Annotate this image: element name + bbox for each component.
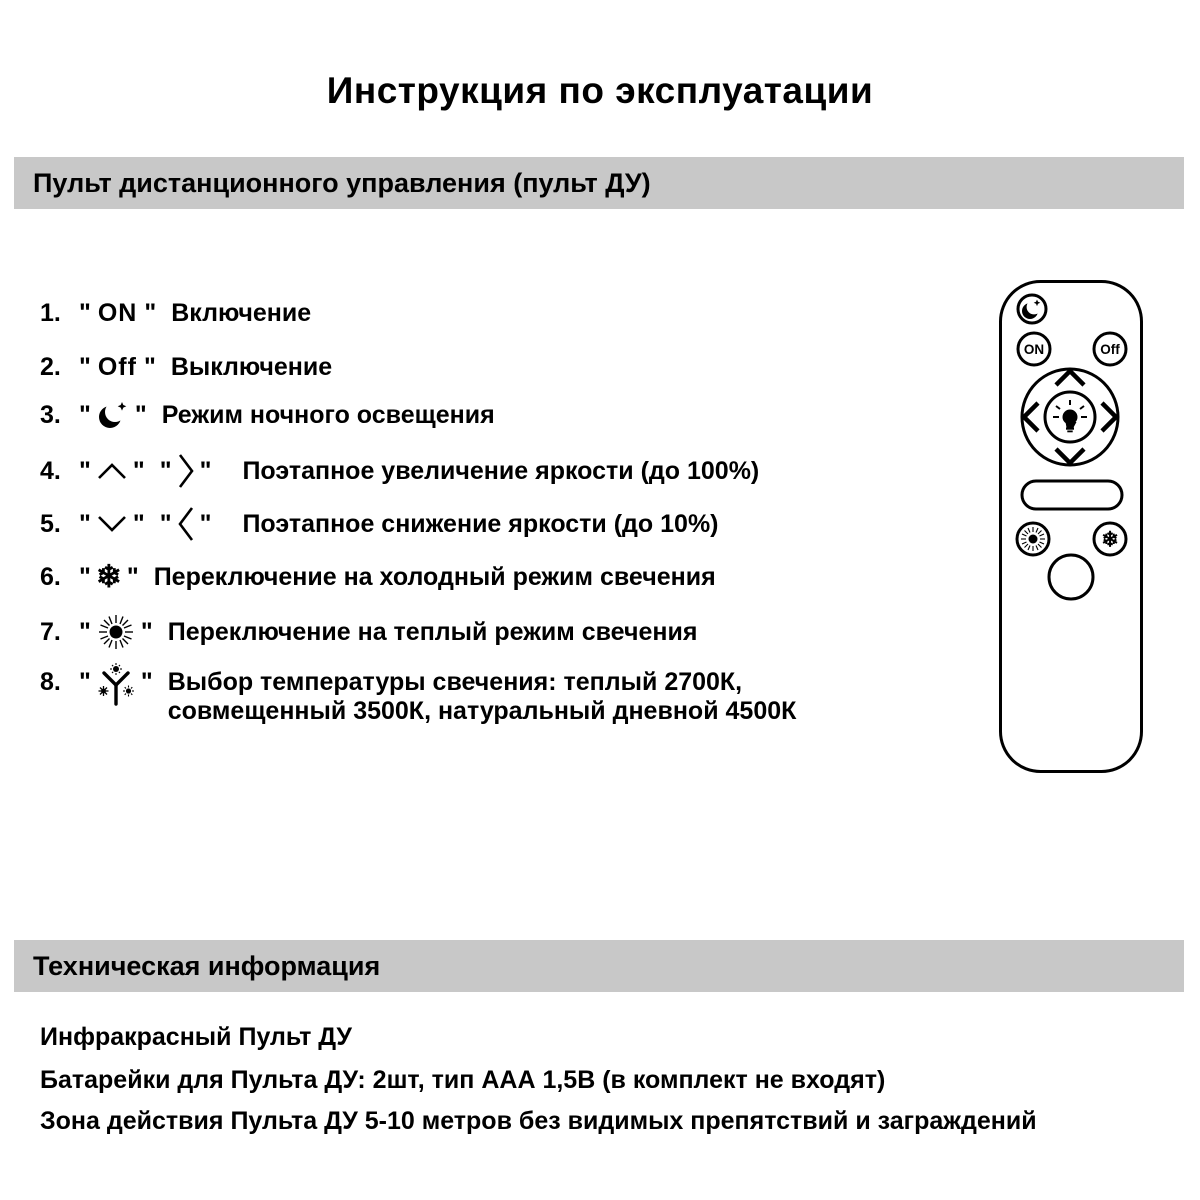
quote-mark: " xyxy=(79,298,91,327)
section-header-tech xyxy=(14,940,1184,992)
item-text: Выключение xyxy=(170,352,333,381)
list-item-cold-mode xyxy=(40,557,716,597)
item-number: 1. xyxy=(40,298,61,327)
list-item-on xyxy=(40,293,311,333)
item-number: 4. xyxy=(40,456,61,485)
tech-info-line: Зона действия Пульта ДУ 5-10 метров без видимых препятствий и заграждений xyxy=(40,1107,1037,1135)
list-item-warm-mode xyxy=(40,612,697,652)
page-title: Инструкция по эксплуатации xyxy=(326,70,874,111)
list-item-temperature-select xyxy=(40,668,796,726)
list-item-off xyxy=(40,347,332,387)
quote-mark: " xyxy=(79,352,91,381)
quote-mark: " xyxy=(199,456,212,485)
list-item-brightness-up xyxy=(40,451,759,491)
item-text-line-2: совмещенный 3500К, натуральный дневной 4500К xyxy=(167,697,797,725)
item-number: 2. xyxy=(40,352,61,381)
quote-mark: " xyxy=(79,509,91,538)
tech-info-line: Батарейки для Пульта ДУ: 2шт, тип ААА 1,5В (в комплект не входят) xyxy=(40,1066,886,1094)
item-number: 6. xyxy=(40,562,61,591)
quote-mark: " xyxy=(134,400,147,429)
item-number: 5. xyxy=(40,509,61,538)
quote-mark: " xyxy=(132,456,145,485)
quote-mark: " xyxy=(143,352,156,381)
sun-icon xyxy=(96,612,136,652)
item-text: Режим ночного освещения xyxy=(161,400,495,429)
chevron-down-icon xyxy=(96,515,128,533)
section-header-remote xyxy=(14,157,1184,209)
svg-text:ON: ON xyxy=(1023,342,1045,357)
quote-mark: " xyxy=(140,668,153,696)
quote-mark: " xyxy=(79,400,91,429)
item-text xyxy=(168,668,797,726)
svg-text:Off: Off xyxy=(1100,342,1120,357)
snowflake-icon: ❄ xyxy=(1101,528,1119,552)
remote-warm-button xyxy=(1017,523,1049,555)
item-text: Поэтапное снижение яркости (до 10%) xyxy=(242,509,719,538)
moon-icon xyxy=(96,398,130,432)
quote-mark: " xyxy=(79,562,91,591)
item-text: Переключение на теплый режим свечения xyxy=(167,617,698,646)
item-number: 8. xyxy=(40,668,61,696)
snowflake-icon: ❄ xyxy=(95,558,122,594)
section-header-remote-label: Пульт дистанционного управления (пульт ДУ) xyxy=(33,167,651,198)
quote-mark: " xyxy=(159,509,172,538)
item-text: Включение xyxy=(171,298,312,327)
section-header-tech-label: Техническая информация xyxy=(33,950,381,981)
remote-control-illustration xyxy=(999,280,1143,773)
quote-mark: " xyxy=(126,562,139,591)
on-symbol: ON xyxy=(97,298,138,327)
item-number: 3. xyxy=(40,400,61,429)
chevron-left-icon xyxy=(177,504,195,544)
tech-info-line: Инфракрасный Пульт ДУ xyxy=(40,1023,352,1051)
item-number: 7. xyxy=(40,617,61,646)
off-symbol: Off xyxy=(97,352,137,381)
quote-mark: " xyxy=(159,456,172,485)
temperature-select-icon xyxy=(96,662,136,708)
quote-mark: " xyxy=(79,456,91,485)
quote-mark: " xyxy=(199,509,212,538)
chevron-up-icon xyxy=(96,462,128,480)
quote-mark: " xyxy=(132,509,145,538)
chevron-right-icon xyxy=(177,451,195,491)
quote-mark: " xyxy=(140,617,153,646)
item-text-line-1: Выбор температуры свечения: теплый 2700К, xyxy=(167,668,743,696)
quote-mark: " xyxy=(79,668,91,696)
quote-mark: " xyxy=(144,298,157,327)
quote-mark: " xyxy=(79,617,91,646)
item-text: Поэтапное увеличение яркости (до 100%) xyxy=(242,456,760,485)
item-text: Переключение на холодный режим свечения xyxy=(153,562,716,591)
list-item-night-mode xyxy=(40,395,495,435)
list-item-brightness-down xyxy=(40,504,719,544)
